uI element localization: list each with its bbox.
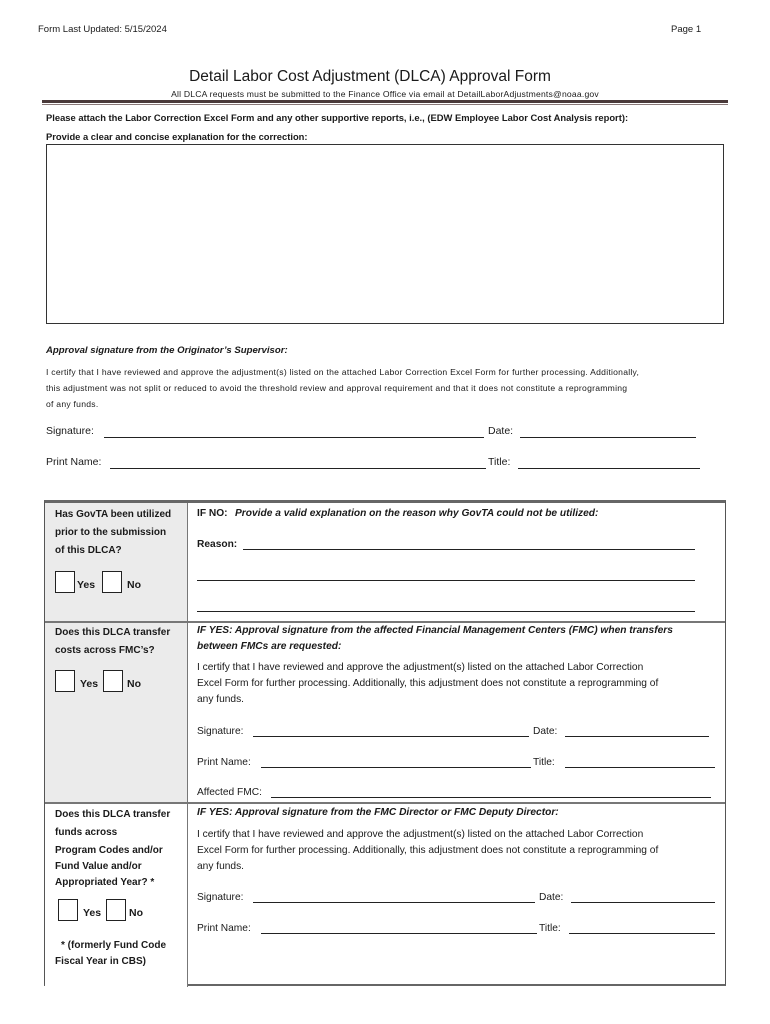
govta-reason-line-2[interactable] — [197, 580, 695, 581]
supervisor-certify-line-3: of any funds. — [46, 399, 99, 409]
fmc-if-yes-line-2: between FMCs are requested: — [197, 641, 342, 652]
funds-no-label: No — [129, 907, 143, 919]
fmc-signature-line[interactable] — [253, 736, 529, 737]
explanation-textbox[interactable] — [46, 144, 724, 324]
govta-yes-label: Yes — [77, 579, 96, 591]
approval-table — [44, 500, 726, 986]
title-rule — [42, 100, 728, 103]
govta-reason-line-3[interactable] — [197, 611, 695, 612]
govta-reason-label: Reason: — [197, 539, 238, 550]
fmc-print-name-label: Print Name: — [197, 757, 251, 768]
govta-no-label: No — [127, 579, 141, 591]
govta-yes-checkbox[interactable] — [55, 571, 75, 593]
fmc-question-line-1: Does this DLCA transfer — [55, 627, 171, 638]
fmc-print-name-line[interactable] — [261, 767, 531, 768]
row-divider — [45, 802, 725, 804]
fmc-certify-line-2: Excel Form for further processing. Additionally, this adjustment does not constitute a reprogramming of — [197, 678, 659, 689]
form-title: Detail Labor Cost Adjustment (DLCA) Approval Form — [189, 68, 551, 85]
funds-footnote-line-2: Fiscal Year in CBS) — [55, 956, 146, 967]
funds-yes-label: Yes — [83, 907, 102, 919]
govta-reason-line-1[interactable] — [243, 549, 695, 550]
fmc-question-line-2: costs across FMC’s? — [55, 645, 155, 656]
supervisor-print-name-line[interactable] — [110, 468, 486, 469]
affected-fmc-label: Affected FMC: — [197, 787, 262, 798]
form-subtitle: All DLCA requests must be submitted to the Finance Office via email at DetailLaborAdjustments@noaa.gov — [171, 89, 599, 99]
fmc-yes-label: Yes — [80, 678, 99, 690]
funds-title-line[interactable] — [569, 933, 715, 934]
supervisor-signature-line[interactable] — [104, 437, 484, 438]
funds-yes-checkbox[interactable] — [58, 899, 78, 921]
supervisor-certify-line-2: this adjustment was not split or reduced to avoid the threshold review and approval requirement and that it does not constitute a reprogramming — [46, 383, 628, 393]
page-number: Page 1 — [671, 24, 702, 35]
funds-date-label: Date: — [539, 892, 564, 903]
fmc-signature-label: Signature: — [197, 726, 244, 737]
funds-question-line-2: funds across — [55, 827, 118, 838]
fmc-certify-line-1: I certify that I have reviewed and approve the adjustment(s) listed on the attached Labor Correction — [197, 662, 644, 673]
govta-question-line-2: prior to the submission — [55, 527, 167, 538]
fmc-certify-line-3: any funds. — [197, 694, 245, 705]
fmc-no-label: No — [127, 678, 141, 690]
supervisor-certify-line-1: I certify that I have reviewed and approve the adjustment(s) listed on the attached Labor Correction Excel Form for further processing. Additionally, — [46, 367, 640, 377]
funds-certify-line-1: I certify that I have reviewed and approve the adjustment(s) listed on the attached Labor Correction — [197, 829, 644, 840]
funds-date-line[interactable] — [571, 902, 715, 903]
title-rule-thin — [42, 104, 728, 105]
funds-print-name-label: Print Name: — [197, 923, 251, 934]
supervisor-heading: Approval signature from the Originator’s Supervisor: — [46, 345, 288, 356]
funds-signature-line[interactable] — [253, 902, 535, 903]
attach-instruction: Please attach the Labor Correction Excel Form and any other supportive reports, i.e., (EDW Employee Labor Cost Analysis report): — [46, 112, 629, 123]
supervisor-date-label: Date: — [488, 425, 514, 437]
form-updated-date: Form Last Updated: 5/15/2024 — [38, 24, 167, 35]
govta-no-checkbox[interactable] — [102, 571, 122, 593]
fmc-if-yes-line-1: IF YES: Approval signature from the affected Financial Management Centers (FMC) when transfers — [197, 625, 673, 636]
govta-if-no-prefix: IF NO: — [197, 508, 228, 519]
funds-question-line-1: Does this DLCA transfer — [55, 809, 171, 820]
funds-question-line-5: Appropriated Year? * — [55, 877, 155, 888]
fmc-title-line[interactable] — [565, 767, 715, 768]
funds-no-checkbox[interactable] — [106, 899, 126, 921]
funds-if-yes: IF YES: Approval signature from the FMC Director or FMC Deputy Director: — [197, 807, 559, 818]
funds-print-name-line[interactable] — [261, 933, 537, 934]
funds-certify-line-2: Excel Form for further processing. Additionally, this adjustment does not constitute a reprogramming of — [197, 845, 659, 856]
supervisor-title-line[interactable] — [518, 468, 700, 469]
explain-instruction: Provide a clear and concise explanation for the correction: — [46, 131, 308, 142]
supervisor-date-line[interactable] — [520, 437, 696, 438]
funds-question-line-4: Fund Value and/or — [55, 861, 142, 872]
funds-signature-label: Signature: — [197, 892, 244, 903]
affected-fmc-line[interactable] — [271, 797, 711, 798]
fmc-date-label: Date: — [533, 726, 558, 737]
fmc-title-label: Title: — [533, 757, 555, 768]
funds-title-label: Title: — [539, 923, 561, 934]
funds-footnote-line-1: * (formerly Fund Code — [61, 940, 167, 951]
supervisor-print-name-label: Print Name: — [46, 456, 102, 468]
govta-question-line-1: Has GovTA been utilized — [55, 509, 172, 520]
supervisor-title-label: Title: — [488, 456, 511, 468]
fmc-no-checkbox[interactable] — [103, 670, 123, 692]
fmc-yes-checkbox[interactable] — [55, 670, 75, 692]
govta-if-no-text: Provide a valid explanation on the reason why GovTA could not be utilized: — [235, 508, 599, 519]
funds-question-line-3: Program Codes and/or — [55, 845, 163, 856]
supervisor-signature-label: Signature: — [46, 425, 94, 437]
govta-question-line-3: of this DLCA? — [55, 545, 122, 556]
funds-certify-line-3: any funds. — [197, 861, 245, 872]
fmc-date-line[interactable] — [565, 736, 709, 737]
